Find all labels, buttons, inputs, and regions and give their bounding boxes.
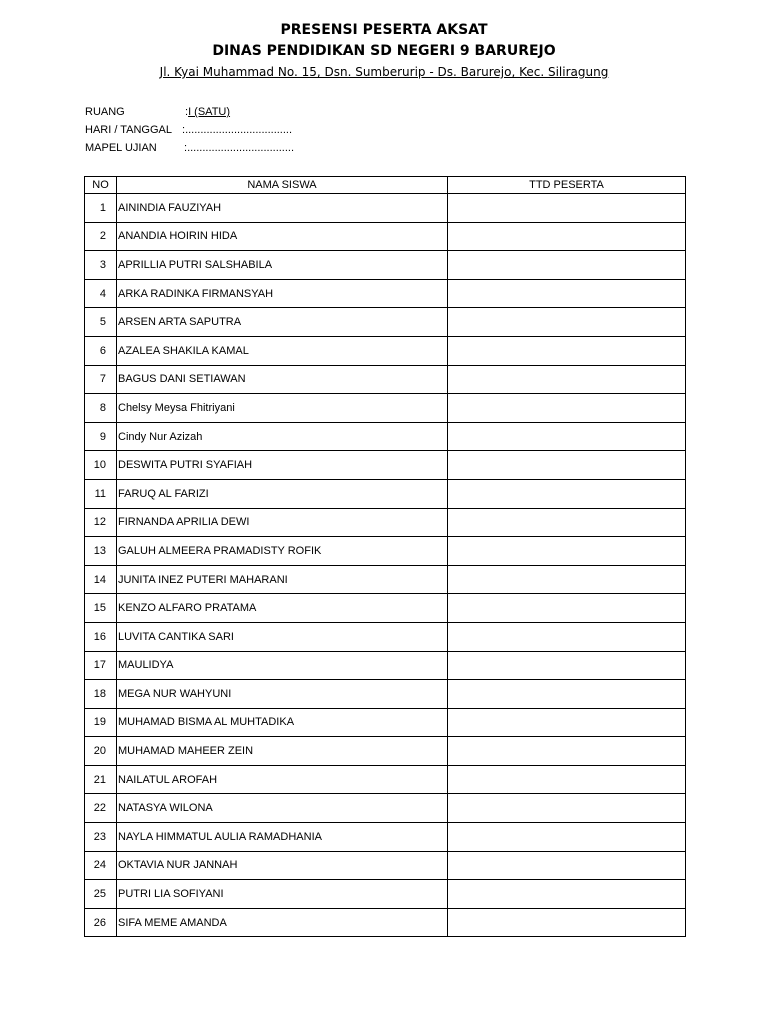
row-number: 2 <box>85 222 117 251</box>
student-name: MAULIDYA <box>117 651 448 680</box>
signature-cell[interactable] <box>448 394 686 423</box>
signature-cell[interactable] <box>448 194 686 223</box>
document-header <box>0 20 768 81</box>
row-number: 22 <box>85 794 117 823</box>
student-name: KENZO ALFARO PRATAMA <box>117 594 448 623</box>
signature-cell[interactable] <box>448 537 686 566</box>
table-header-row <box>85 177 686 194</box>
table-row <box>85 708 686 737</box>
student-name: NAILATUL AROFAH <box>117 765 448 794</box>
table-row <box>85 765 686 794</box>
row-number: 23 <box>85 823 117 852</box>
signature-cell[interactable] <box>448 479 686 508</box>
student-name: MUHAMAD MAHEER ZEIN <box>117 737 448 766</box>
student-name: NAYLA HIMMATUL AULIA RAMADHANIA <box>117 823 448 852</box>
table-row <box>85 823 686 852</box>
row-number: 18 <box>85 680 117 709</box>
signature-cell[interactable] <box>448 737 686 766</box>
signature-cell[interactable] <box>448 451 686 480</box>
row-number: 10 <box>85 451 117 480</box>
signature-cell[interactable] <box>448 279 686 308</box>
table-row <box>85 565 686 594</box>
row-number: 17 <box>85 651 117 680</box>
row-number: 24 <box>85 851 117 880</box>
row-number: 9 <box>85 422 117 451</box>
table-row <box>85 194 686 223</box>
student-name: MUHAMAD BISMA AL MUHTADIKA <box>117 708 448 737</box>
table-row <box>85 451 686 480</box>
table-row <box>85 308 686 337</box>
header-no: NO <box>85 177 117 194</box>
signature-cell[interactable] <box>448 651 686 680</box>
student-name: MEGA NUR WAHYUNI <box>117 680 448 709</box>
student-name: FARUQ AL FARIZI <box>117 479 448 508</box>
signature-cell[interactable] <box>448 422 686 451</box>
date-label: HARI / TANGGAL <box>85 124 173 136</box>
row-number: 25 <box>85 880 117 909</box>
signature-cell[interactable] <box>448 565 686 594</box>
student-name: ARKA RADINKA FIRMANSYAH <box>117 279 448 308</box>
signature-cell[interactable] <box>448 222 686 251</box>
row-number: 19 <box>85 708 117 737</box>
school-address: Jl. Kyai Muhammad No. 15, Dsn. Sumberurip - Ds. Barurejo, Kec. Siliragung <box>159 65 609 79</box>
table-row <box>85 508 686 537</box>
row-number: 16 <box>85 622 117 651</box>
student-name: DESWITA PUTRI SYAFIAH <box>117 451 448 480</box>
date-colon: : <box>182 124 186 136</box>
subject-colon: : <box>184 142 188 154</box>
signature-cell[interactable] <box>448 594 686 623</box>
row-number: 6 <box>85 336 117 365</box>
signature-cell[interactable] <box>448 908 686 937</box>
table-row <box>85 794 686 823</box>
student-name: GALUH ALMEERA PRAMADISTY ROFIK <box>117 537 448 566</box>
table-row <box>85 394 686 423</box>
date-value: ................................... <box>185 124 293 136</box>
table-row <box>85 851 686 880</box>
student-name: ANANDIA HOIRIN HIDA <box>117 222 448 251</box>
info-row-date <box>85 121 294 139</box>
row-number: 14 <box>85 565 117 594</box>
signature-cell[interactable] <box>448 708 686 737</box>
student-name: APRILLIA PUTRI SALSHABILA <box>117 251 448 280</box>
signature-cell[interactable] <box>448 851 686 880</box>
student-name: BAGUS DANI SETIAWAN <box>117 365 448 394</box>
info-row-room <box>85 103 294 121</box>
row-number: 4 <box>85 279 117 308</box>
signature-cell[interactable] <box>448 765 686 794</box>
room-value: I (SATU) <box>188 106 231 118</box>
row-number: 26 <box>85 908 117 937</box>
row-number: 7 <box>85 365 117 394</box>
student-name: SIFA MEME AMANDA <box>117 908 448 937</box>
table-row <box>85 622 686 651</box>
student-name: JUNITA INEZ PUTERI MAHARANI <box>117 565 448 594</box>
signature-cell[interactable] <box>448 365 686 394</box>
signature-cell[interactable] <box>448 508 686 537</box>
row-number: 20 <box>85 737 117 766</box>
student-name: AININDIA FAUZIYAH <box>117 194 448 223</box>
school-name: DINAS PENDIDIKAN SD NEGERI 9 BARUREJO <box>212 43 556 59</box>
document-title: PRESENSI PESERTA AKSAT <box>280 22 488 38</box>
table-row <box>85 737 686 766</box>
student-name: AZALEA SHAKILA KAMAL <box>117 336 448 365</box>
signature-cell[interactable] <box>448 336 686 365</box>
table-row <box>85 279 686 308</box>
row-number: 13 <box>85 537 117 566</box>
row-number: 11 <box>85 479 117 508</box>
table-row <box>85 479 686 508</box>
table-row <box>85 422 686 451</box>
table-row <box>85 222 686 251</box>
signature-cell[interactable] <box>448 622 686 651</box>
signature-cell[interactable] <box>448 251 686 280</box>
signature-cell[interactable] <box>448 308 686 337</box>
table-row <box>85 251 686 280</box>
table-row <box>85 880 686 909</box>
student-name: Cindy Nur Azizah <box>117 422 448 451</box>
signature-cell[interactable] <box>448 794 686 823</box>
room-colon: : <box>185 106 189 118</box>
row-number: 12 <box>85 508 117 537</box>
table-row <box>85 336 686 365</box>
table-row <box>85 651 686 680</box>
room-label: RUANG <box>85 106 125 118</box>
info-row-subject <box>85 139 294 157</box>
student-name: Chelsy Meysa Fhitriyani <box>117 394 448 423</box>
table-row <box>85 537 686 566</box>
student-name: LUVITA CANTIKA SARI <box>117 622 448 651</box>
header-signature: TTD PESERTA <box>448 177 686 194</box>
exam-info <box>85 103 294 157</box>
signature-cell[interactable] <box>448 823 686 852</box>
row-number: 15 <box>85 594 117 623</box>
row-number: 3 <box>85 251 117 280</box>
student-name: PUTRI LIA SOFIYANI <box>117 880 448 909</box>
signature-cell[interactable] <box>448 880 686 909</box>
student-name: NATASYA WILONA <box>117 794 448 823</box>
row-number: 21 <box>85 765 117 794</box>
row-number: 8 <box>85 394 117 423</box>
signature-cell[interactable] <box>448 680 686 709</box>
subject-label: MAPEL UJIAN <box>85 142 157 154</box>
student-name: OKTAVIA NUR JANNAH <box>117 851 448 880</box>
table-row <box>85 908 686 937</box>
header-name: NAMA SISWA <box>117 177 448 194</box>
table-row <box>85 594 686 623</box>
row-number: 5 <box>85 308 117 337</box>
student-name: FIRNANDA APRILIA DEWI <box>117 508 448 537</box>
student-name: ARSEN ARTA SAPUTRA <box>117 308 448 337</box>
row-number: 1 <box>85 194 117 223</box>
subject-value: ................................... <box>187 142 295 154</box>
attendance-table <box>84 176 686 937</box>
table-row <box>85 680 686 709</box>
table-row <box>85 365 686 394</box>
